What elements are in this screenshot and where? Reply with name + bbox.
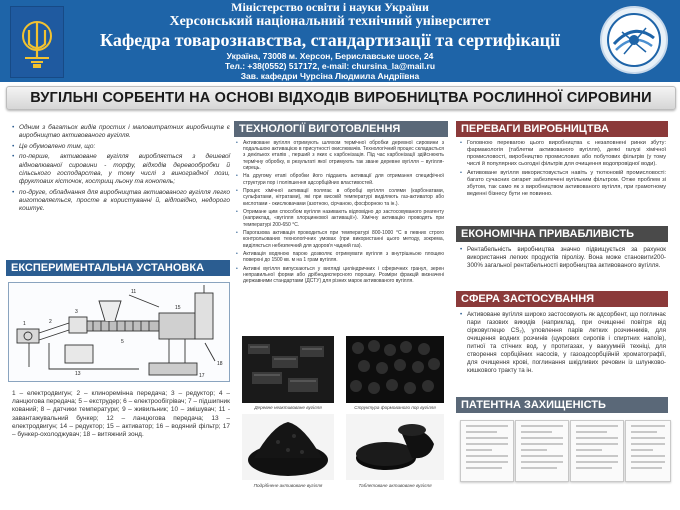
university-logo-icon xyxy=(600,6,668,74)
list-item: • Активоване вугілля широко застосовують як адсорбент, що поглинає пари газових викидів (наприклад, при очищенні повітря від сірковуглецю CS₂), уловлення парів летких розчинників, для очищення водних розчинів (цукрових сиропів і спиртних напоїв), питної та стічних вод, у протигазах, у вакуумній техніці, для створення сорбційних насосів, у газоадсорбційній хроматографії, для очищення крові, поглинання шкідливих речовин із шлунково-кишкового тракту та ін. xyxy=(460,311,666,375)
technology-section xyxy=(236,140,444,287)
technology-list xyxy=(236,140,444,285)
intro-list xyxy=(12,124,230,213)
photo-tablet-charcoal xyxy=(346,414,444,480)
list-item: • Активація водяною парою дозволяє отримувати вугілля з внутрішньою площею поверхні до 1500 кв. м на 1 грам вугілля. xyxy=(236,251,444,263)
list-item: • Активні вугілля випускаються у вигляді циліндричних і сферичних гранул, зерен неправильної форми або дрібнодисперсного порошку. Розміри фракцій визначені державними стандартами (ДСТУ) для різних марок активованого вугілля. xyxy=(236,266,444,285)
setup-schematic-icon xyxy=(9,283,229,381)
patent-document-image xyxy=(570,420,624,482)
economic-list xyxy=(460,246,666,270)
list-item: • Головною перевагою цього виробництва є незаповнені ринки збуту: фармакологія (таблетки активованого вугілля), деякі галузі хімічної промисловості, виробництво промислових або побутових фільтрів (у тому числі й популярних сьогодні фільтрів для очищення водопровідної води). xyxy=(460,140,666,168)
list-item: • Активоване вугілля отримують шляхом термічної обробки деревної сировини з подальшою активацією в присутності окислювачів. Технологічний процес складається з декількох етапів , перший з яких є карбонізація. Під час карбонізації здійснюють термічну обробку, в результаті якої отримують так зване деревне вугілля – вугілля-сирець. xyxy=(236,140,444,171)
list-item: • Процес хімічної активації полягає в обробці вугілля солями (карбонатами, сульфатами, нітратами), які при високій температурі виділяють газ-активатор або кислотами - окислювачами (азотною, сірчаною, фосфорною та ін.). xyxy=(236,188,444,207)
experimental-setup-heading: ЕКСПЕРИМЕНТАЛЬНА УСТАНОВКА xyxy=(6,260,230,276)
svg-text:5: 5 xyxy=(121,339,124,345)
photo-ground-charcoal xyxy=(242,414,334,480)
university-name: Херсонський національний технічний університет xyxy=(169,14,491,29)
list-item: • по-перше, активоване вугілля виробляється з дешевої відновлюваної сировини - торфу, відходів деревообробки й сільського господарства, у тому числі з виноградної лози, фруктових кісточок, кострищ льону та конопель; xyxy=(12,153,230,186)
list-item: • по-друге, обладнання для виробництва активованого вугілля легко виготовляється, просте в користуванні й, відповідно, недорого коштує. xyxy=(12,189,230,214)
list-item: • Активоване вугілля використовується навіть у тютюновій промисловості: багато сучасних сигарет забезпечені вугільним фільтром. Отже проблем зі збутом, так само як з виробництвом активованого вугілля, при грамотному веденні бізнесу бути не повинно. xyxy=(460,170,666,198)
photo-caption: Структура формованого пор вугілля xyxy=(354,405,436,410)
svg-text:15: 15 xyxy=(175,305,181,311)
patent-document-image xyxy=(625,420,671,482)
photo-caption: Подрібнене активоване вугілля xyxy=(253,483,323,488)
header-banner xyxy=(0,0,680,82)
advantages-section xyxy=(460,140,666,201)
list-item: • Одним з багатьох видів простих і маловитратних виробництв є виробництво активованого вугілля. xyxy=(12,124,230,140)
trident-emblem-icon xyxy=(10,6,64,78)
advantages-list xyxy=(460,140,666,198)
list-item: • Рентабельність виробництва значно підвищується за рахунок використання легких продуктів піролізу. Вона може становити200-300% загальної рентабельності виробництва активованого вугілля. xyxy=(460,246,666,270)
application-heading: СФЕРА ЗАСТОСУВАННЯ xyxy=(456,291,668,307)
patent-document-image xyxy=(460,420,514,482)
list-item: • На другому етапі обробки його піддають активації для отримання специфічної структури пор і поліпшення адсорбційних властивостей. xyxy=(236,173,444,185)
list-item: • Отримане цим способом вугілля називають відповідно до застосовуваного реагенту (наприклад, «вугілля хлорцинкової активації»). Хімічну активацію проводять при температурі 200-650 °С. xyxy=(236,209,444,228)
svg-text:2: 2 xyxy=(49,319,52,325)
list-item: • Це обумовлено тим, що: xyxy=(12,143,230,151)
photo-wood-charcoal xyxy=(242,336,334,403)
svg-text:3: 3 xyxy=(75,309,78,315)
economic-heading: ЕКОНОМІЧНА ПРИВАБЛИВІСТЬ xyxy=(456,226,668,242)
address-text: Україна, 73008 м. Херсон, Бериславське шосе, 24 xyxy=(226,51,434,61)
photo-caption: Деревне неактивоване вугілля xyxy=(254,405,322,410)
poster-title: ВУГІЛЬНІ СОРБЕНТИ НА ОСНОВІ ВІДХОДІВ ВИРОБНИЦТВА РОСЛИННОЇ СИРОВИНИ xyxy=(30,90,652,106)
setup-legend: 1 – електродвигун; 2 – клиноремінна передача; 3 – редуктор; 4 – ланцюгова передача; 5 – екструдер; 6 – електрообігрівач; 7 – підшипник кований; 8 – датчики температури; 9 – живильник; 10 – змішувач; 11 - завантажувальний бункер; 12 – ланцюгова передача; 13 – електродвигун; 14 – редуктор; 15 – активатор; 16 – водяний фільтр; 17 – бункер-охолоджувач; 18 – витяжний зонд. xyxy=(12,390,231,439)
photo-pore-structure xyxy=(346,336,444,403)
head-of-department-text: Зав. кафедри Чурсіна Людмила Андріївна xyxy=(240,71,420,81)
patent-document-image xyxy=(515,420,569,482)
svg-text:18: 18 xyxy=(217,361,223,367)
svg-text:11: 11 xyxy=(131,289,137,295)
contact-text: Тел.: +38(0552) 517172, e-mail: chursina_la@mail.ru xyxy=(224,61,436,71)
application-list xyxy=(460,311,666,375)
list-item: • Парогазова активація проводиться при температурі 800-1000 °С в певних строго контрольованих технологічних умовах (при використанні цього методу, зокрема, виділяється небезпечний для здоров'я чадний газ). xyxy=(236,230,444,249)
svg-text:17: 17 xyxy=(199,373,205,379)
advantages-heading: ПЕРЕВАГИ ВИРОБНИЦТВА xyxy=(456,121,668,137)
svg-text:13: 13 xyxy=(75,371,81,377)
technology-heading: ТЕХНОЛОГІЇ ВИГОТОВЛЕННЯ xyxy=(234,121,448,137)
intro-section xyxy=(12,124,230,216)
photo-caption: Таблетоване активоване вугілля xyxy=(358,483,432,488)
economic-section xyxy=(460,246,666,272)
patent-heading: ПАТЕНТНА ЗАХИЩЕНІСТЬ xyxy=(456,397,668,413)
application-section xyxy=(460,311,666,377)
department-name: Кафедра товарознавства, стандартизації та сертифікації xyxy=(100,30,560,50)
poster-title-bar xyxy=(6,86,676,110)
svg-text:1: 1 xyxy=(23,321,26,327)
ministry-name: Міністерство освіти і науки України xyxy=(231,0,429,14)
experimental-setup-diagram xyxy=(8,282,230,382)
